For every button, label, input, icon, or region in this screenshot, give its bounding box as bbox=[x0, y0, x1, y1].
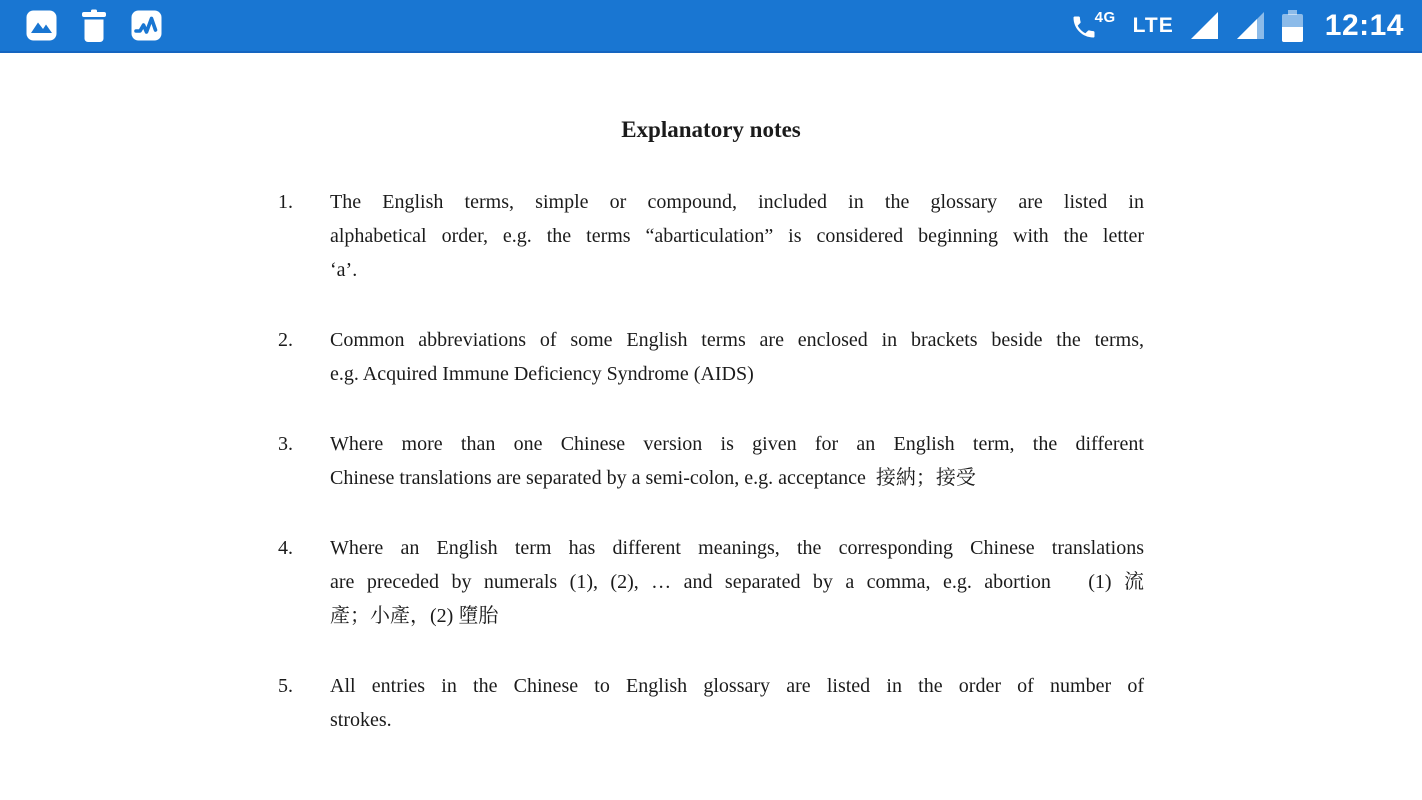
document-content bbox=[278, 55, 1144, 737]
document-page[interactable] bbox=[0, 55, 1422, 800]
note-text-line: strokes. bbox=[330, 709, 392, 731]
note-item-number: 3. bbox=[278, 433, 293, 455]
note-item-number: 4. bbox=[278, 537, 293, 559]
note-item-5 bbox=[278, 669, 1144, 737]
note-item-text bbox=[330, 427, 1144, 495]
note-item-text bbox=[330, 669, 1144, 737]
note-text-line: e.g. Acquired Immune Deficiency Syndrome (AIDS) bbox=[330, 363, 754, 385]
note-item-text bbox=[330, 185, 1144, 287]
note-text-line: Where more than one Chinese version is given for an English term, the different bbox=[330, 433, 1144, 455]
note-item-number: 5. bbox=[278, 675, 293, 697]
note-text-line: All entries in the Chinese to English glossary are listed in the order of number of bbox=[330, 675, 1144, 697]
status-bar[interactable] bbox=[0, 0, 1422, 53]
note-text-line: The English terms, simple or compound, included in the glossary are listed in bbox=[330, 191, 1144, 213]
gallery-notification-icon bbox=[26, 10, 57, 41]
document-title: Explanatory notes bbox=[621, 117, 801, 142]
note-text-line: Where an English term has different meanings, the corresponding Chinese translations bbox=[330, 537, 1144, 559]
note-item-3 bbox=[278, 427, 1144, 495]
call-network-indicator bbox=[1070, 9, 1116, 43]
note-text-line: ‘a’. bbox=[330, 259, 358, 281]
status-indicators bbox=[1070, 0, 1422, 51]
note-text-line: 產；小產，(2) 墮胎 bbox=[330, 605, 499, 627]
note-text-line: Common abbreviations of some English terms are enclosed in brackets beside the terms, bbox=[330, 329, 1144, 351]
note-item-text bbox=[330, 531, 1144, 633]
notification-icons bbox=[0, 0, 162, 51]
note-text-line: Chinese translations are separated by a semi-colon, e.g. acceptance 接納；接受 bbox=[330, 467, 976, 489]
note-text-line: are preceded by numerals (1), (2), … and separated by a comma, e.g. abortion (1) 流 bbox=[330, 571, 1144, 593]
trash-notification-icon bbox=[79, 9, 109, 43]
battery-icon bbox=[1281, 9, 1304, 43]
signal-strength-icon-sim2 bbox=[1235, 10, 1266, 41]
note-item-number: 2. bbox=[278, 329, 293, 351]
activity-notification-icon bbox=[131, 10, 162, 41]
lte-label: LTE bbox=[1132, 13, 1174, 37]
note-item-number: 1. bbox=[278, 191, 293, 213]
signal-strength-icon-sim1 bbox=[1189, 10, 1220, 41]
note-item-2 bbox=[278, 323, 1144, 391]
note-item-text bbox=[330, 323, 1144, 391]
network-4g-badge: 4G bbox=[1094, 8, 1116, 26]
note-text-line: alphabetical order, e.g. the terms “abarticulation” is considered beginning with the letter bbox=[330, 225, 1144, 247]
note-item-4 bbox=[278, 531, 1144, 633]
phone-icon bbox=[1070, 13, 1098, 41]
note-item-1 bbox=[278, 185, 1144, 287]
clock: 12:14 bbox=[1324, 8, 1404, 42]
